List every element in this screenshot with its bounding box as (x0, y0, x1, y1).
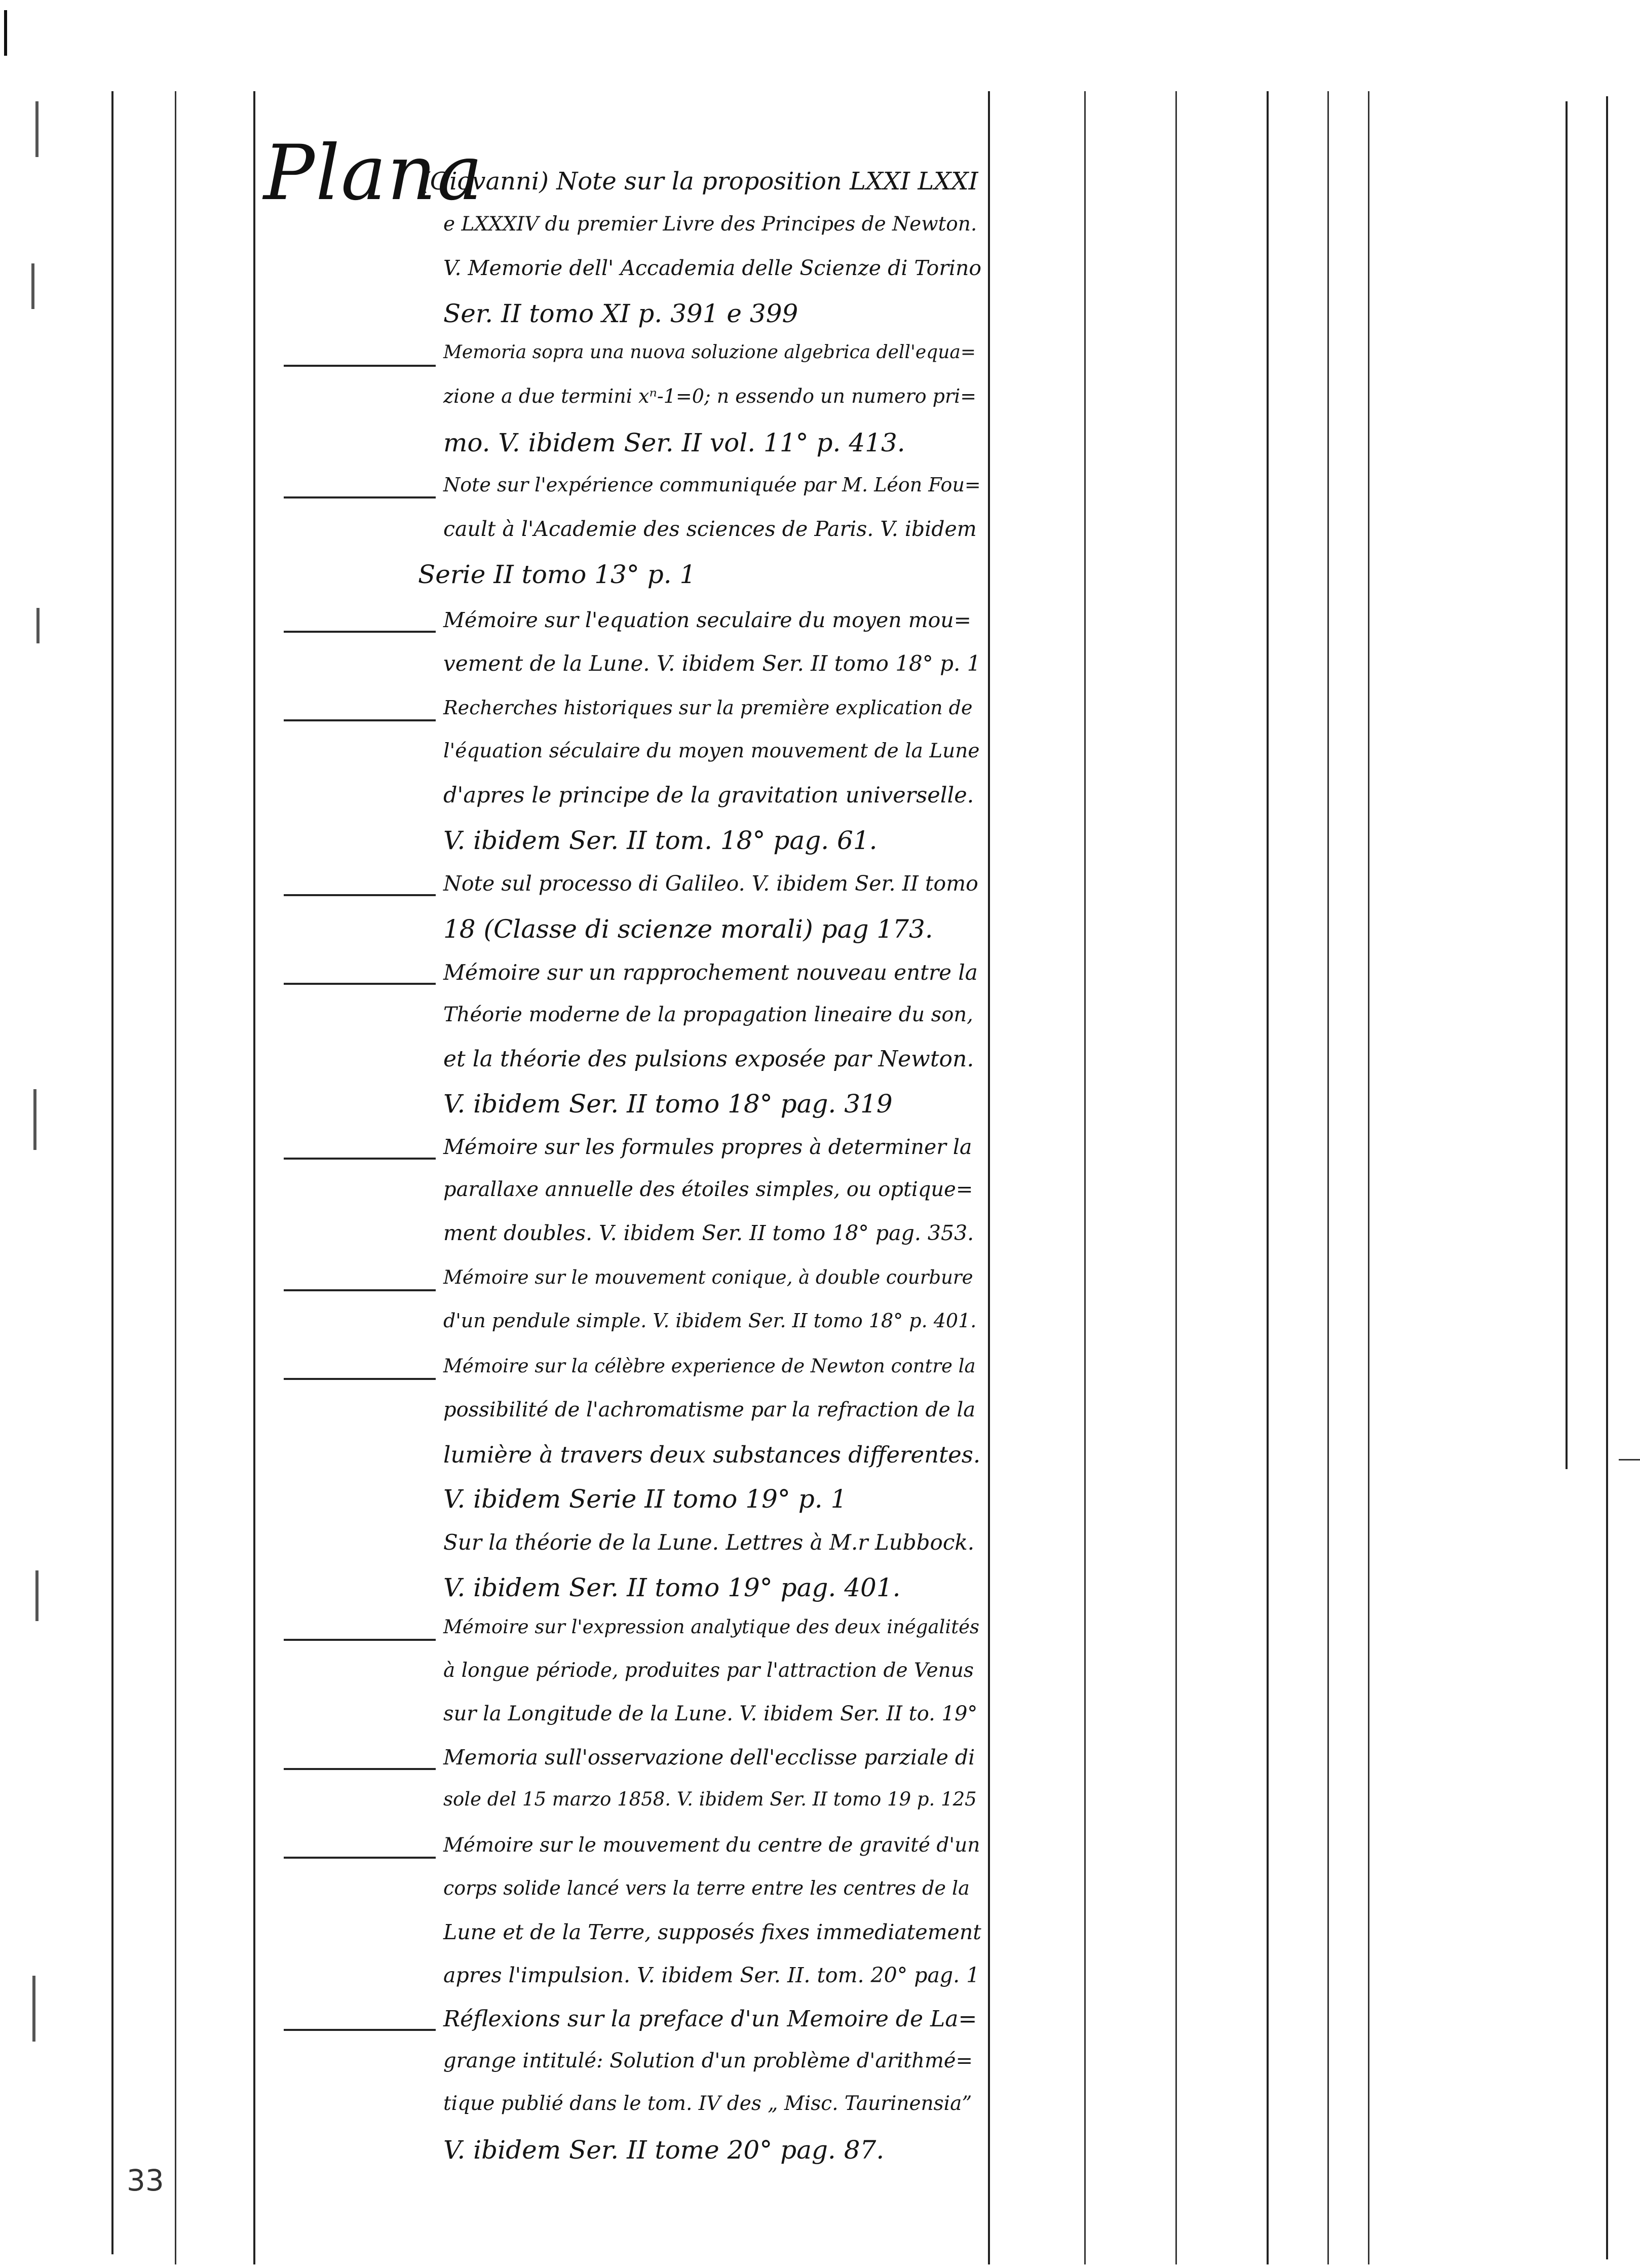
ruling-line (988, 91, 990, 2264)
entry-line: l'équation séculaire du moyen mouvement de la Lune (443, 740, 980, 762)
entry-line: Mémoire sur le mouvement conique, à double courbure (443, 1266, 973, 1288)
ditto-dash (284, 1639, 436, 1641)
entry-line: Sur la théorie de la Lune. Lettres à M.r Lubbock. (443, 1530, 975, 1555)
ruling-line (1606, 96, 1608, 2259)
ruling-line (1267, 91, 1269, 2264)
ruling-line (1566, 101, 1568, 1469)
ruling-line (253, 91, 255, 2264)
page-number: 33 (127, 2163, 164, 2198)
entry-line: V. ibidem Ser. II tome 20° pag. 87. (443, 2135, 885, 2165)
entry-line: e LXXXIV du premier Livre des Principes de Newton. (443, 213, 977, 236)
ruling-line (111, 91, 113, 2254)
entry-line: parallaxe annuelle des étoiles simples, ou optique= (443, 1178, 973, 1201)
entry-line: Note sur l'expérience communiquée par M. Léon Fou= (443, 474, 981, 496)
entry-line: Mémoire sur les formules propres à determiner la (443, 1135, 972, 1159)
entry-line: (Giovanni) Note sur la proposition LXXI LXXI (421, 167, 978, 196)
ruling-line (1175, 91, 1177, 2264)
entry-line: V. ibidem Ser. II tomo 19° pag. 401. (443, 1573, 901, 1602)
entry-line: possibilité de l'achromatisme par la refraction de la (443, 1398, 976, 1421)
ruling-line (1084, 91, 1086, 2264)
entry-line: sole del 15 marzo 1858. V. ibidem Ser. II tomo 19 p. 125 (443, 1788, 977, 1810)
entry-line: Mémoire sur l'expression analytique des deux inégalités (443, 1616, 979, 1638)
entry-line: corps solide lancé vers la terre entre les centres de la (443, 1877, 970, 1899)
ruling-line (175, 91, 176, 2264)
ditto-dash (284, 1857, 436, 1859)
margin-mark (36, 608, 40, 643)
entry-line: Mémoire sur la célèbre experience de Newton contre la (443, 1355, 976, 1377)
ditto-dash (284, 719, 436, 721)
entry-line: Théorie moderne de la propagation lineaire du son, (443, 1003, 973, 1026)
ditto-dash (284, 496, 436, 498)
entry-line: vement de la Lune. V. ibidem Ser. II tomo 18° p. 1 (443, 651, 981, 676)
entry-line: Lune et de la Terre, supposés fixes immediatement (443, 1920, 981, 1944)
ditto-dash (284, 1289, 436, 1291)
entry-line: grange intitulé: Solution d'un problème d'arithmé= (443, 2049, 973, 2072)
ditto-dash (284, 1378, 436, 1380)
entry-line: V. ibidem Ser. II tom. 18° pag. 61. (443, 826, 878, 855)
ditto-dash (284, 365, 436, 367)
margin-mark (33, 1089, 36, 1150)
entry-line: Ser. II tomo XI p. 391 e 399 (443, 299, 798, 328)
entry-line: tique publié dans le tom. IV des „ Misc. Taurinensia” (443, 2092, 972, 2115)
entry-line: et la théorie des pulsions exposée par Newton. (443, 1046, 974, 1072)
entry-line: Mémoire sur le mouvement du centre de gravité d'un (443, 1834, 980, 1857)
ditto-dash (284, 631, 436, 633)
ditto-dash (284, 894, 436, 896)
entry-line: à longue période, produites par l'attraction de Venus (443, 1659, 974, 1682)
entry-line: 18 (Classe di scienze morali) pag 173. (443, 914, 933, 944)
ditto-dash (284, 1158, 436, 1160)
margin-mark (32, 1976, 35, 2042)
author-heading: Plana (263, 129, 484, 217)
entry-line: apres l'impulsion. V. ibidem Ser. II. tom. 20° pag. 1 (443, 1963, 980, 1987)
entry-line: Note sul processo di Galileo. V. ibidem Ser. II tomo (443, 871, 978, 896)
margin-mark (35, 101, 39, 157)
margin-mark (35, 1570, 39, 1621)
ditto-dash (284, 983, 436, 985)
entry-line: mo. V. ibidem Ser. II vol. 11° p. 413. (443, 428, 905, 457)
entry-line: V. ibidem Serie II tomo 19° p. 1 (443, 1484, 847, 1514)
entry-line: Memoria sopra una nuova soluzione algebrica dell'equa= (443, 342, 976, 363)
ditto-dash (284, 1768, 436, 1770)
entry-line: lumière à travers deux substances differentes. (443, 1441, 981, 1468)
entry-line: ment doubles. V. ibidem Ser. II tomo 18° pag. 353. (443, 1221, 974, 1245)
ruling-line (1368, 91, 1369, 2264)
ruling-line (1619, 1459, 1640, 1460)
margin-mark (4, 10, 7, 56)
entry-line: d'un pendule simple. V. ibidem Ser. II tomo 18° p. 401. (443, 1310, 977, 1332)
entry-line: Mémoire sur l'equation seculaire du moyen mou= (443, 608, 972, 632)
entry-line: zione a due termini xⁿ-1=0; n essendo un numero pri= (443, 385, 977, 407)
entry-line: Recherches historiques sur la première explication de (443, 697, 973, 719)
entry-line: d'apres le principe de la gravitation universelle. (443, 783, 974, 808)
margin-mark (31, 263, 34, 309)
ruling-line (1327, 91, 1329, 2264)
entry-line: V. ibidem Ser. II tomo 18° pag. 319 (443, 1089, 893, 1119)
entry-line: cault à l'Academie des sciences de Paris. V. ibidem (443, 517, 977, 541)
entry-line: Réflexions sur la preface d'un Memoire de La= (443, 2006, 977, 2032)
entry-line: V. Memorie dell' Accademia delle Scienze di Torino (443, 256, 982, 280)
entry-line: Memoria sull'osservazione dell'ecclisse parziale di (443, 1745, 975, 1770)
ditto-dash (284, 2029, 436, 2031)
entry-line: sur la Longitude de la Lune. V. ibidem Ser. II to. 19° (443, 1702, 978, 1725)
entry-line: Serie II tomo 13° p. 1 (418, 560, 696, 589)
entry-line: Mémoire sur un rapprochement nouveau entre la (443, 960, 978, 985)
